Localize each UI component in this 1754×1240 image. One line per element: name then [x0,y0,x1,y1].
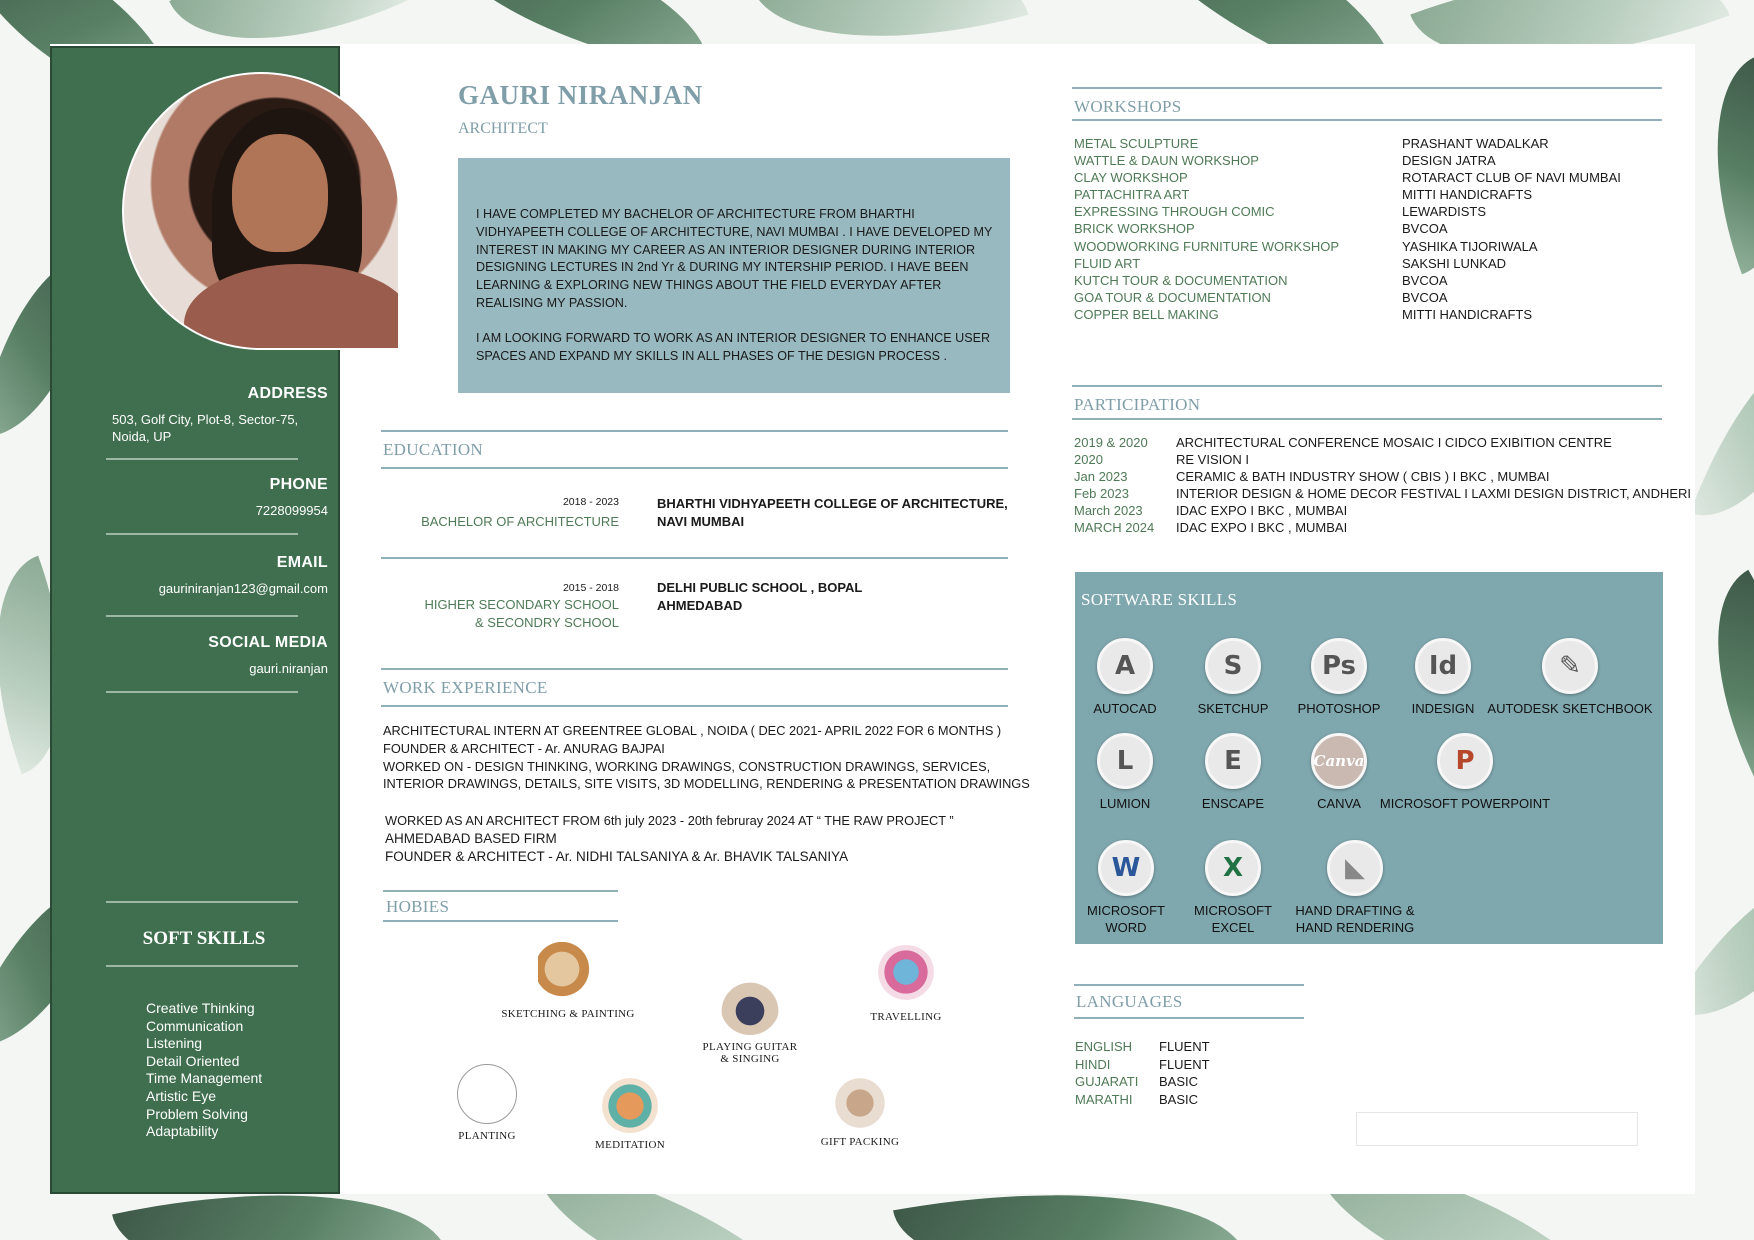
divider [106,615,298,617]
divider [383,920,618,922]
hobbies-title: HOBIES [386,897,450,916]
participation-table [1074,434,1691,537]
signature-box [1356,1112,1638,1146]
divider [106,965,298,967]
divider [381,668,1008,670]
social-value[interactable]: gauri.niranjan [249,661,328,676]
table-row: HINDI FLUENT [1075,1056,1210,1072]
soft-skills-list [146,1000,262,1141]
languages-table [1075,1038,1210,1108]
address-value: 503, Golf City, Plot-8, Sector-75, Noida, UP [112,412,299,444]
soft-skills-title: SOFT SKILLS [142,928,266,949]
about-paragraph: I AM LOOKING FORWARD TO WORK AS AN INTERIOR DESIGNER TO ENHANCE USER SPACES AND EXPAND MY SKILLS IN ALL PHASES OF THE DESIGN PROCESS . [476,330,991,363]
education-school: BHARTHI VIDHYAPEETH COLLEGE OF ARCHITECTURE, NAVI MUMBAI [657,496,1008,529]
table-row: Jan 2023 CERAMIC & BATH INDUSTRY SHOW ( CBIS ) I BKC , MUMBAI [1074,469,1550,485]
table-row: PATTACHITRA ART MITTI HANDICRAFTS [1074,187,1532,203]
work-entry: ARCHITECTURAL INTERN AT GREENTREE GLOBAL , NOIDA ( DEC 2021- APRIL 2022 FOR 6 MONTHS ) FOUNDER & ARCHITECT - Ar. ANURAG BAJPAI WORKED ON - DESIGN THINKING, WORKING DRAWINGS, CONSTRUCTION DRAWINGS, SERVICES, INTERIOR DRAWINGS, DETAILS, SITE VISITS, 3D MODELLING, RENDERING & PRESENTATION DRAWINGS [383,723,1030,792]
divider [106,691,298,693]
list-item: Creative Thinking [146,1000,255,1016]
phone-value[interactable]: 7228099954 [255,503,328,518]
divider [383,890,618,892]
gift-icon [830,1070,890,1130]
skill-item: S SKETCHUP [1188,638,1278,717]
phone-block [68,476,328,519]
table-row: CLAY WORKSHOP ROTARACT CLUB OF NAVI MUMBAI [1074,170,1621,186]
divider [1072,119,1662,121]
education-degree: BACHELOR OF ARCHITECTURE [421,514,619,529]
divider [1074,984,1304,986]
job-title: ARCHITECT [458,120,548,137]
workshops-table [1074,135,1621,323]
table-row: WOODWORKING FURNITURE WORKSHOP YASHIKA TIJORIWALA [1074,238,1538,254]
page-title: GAURI NIRANJAN [458,80,703,110]
canva-icon: Canva [1311,733,1367,789]
email-block [68,554,328,597]
table-row: EXPRESSING THROUGH COMIC LEWARDISTS [1074,204,1487,220]
table-row: GOA TOUR & DOCUMENTATION BVCOA [1074,289,1448,305]
powerpoint-icon: P [1437,733,1493,789]
software-skills-panel [1075,572,1663,944]
list-item: Communication [146,1017,244,1034]
list-item: Detail Oriented [146,1052,240,1069]
drafting-icon: ◣ [1327,840,1383,896]
skill-item: P MICROSOFT POWERPOINT [1375,733,1555,812]
education-school: DELHI PUBLIC SCHOOL , BOPAL AHMEDABAD [657,580,863,613]
excel-icon: X [1205,840,1261,896]
education-title: EDUCATION [383,440,483,459]
hobby-item: MEDITATION [580,1073,680,1151]
skill-item: ◣ HAND DRAFTING & HAND RENDERING [1275,840,1435,936]
languages-title: LANGUAGES [1076,992,1183,1011]
about-paragraph: I HAVE COMPLETED MY BACHELOR OF ARCHITECTURE FROM BHARTHI VIDHYAPEETH COLLEGE OF ARCHITECTURE, NAVI MUMBAI . I HAVE DEVELOPED MY INTEREST IN MAKING MY CAREER AS AN INTERIOR DESIGNER DURING INTERIOR DESIGNING LECTURES IN 2nd Yr & DURING MY INTERSHIP PERIOD. I HAVE BEEN LEARNING & EXPLORING NEW THINGS ABOUT THE FIELD EVERYDAY AFTER REALISING MY PASSION. [476,207,993,310]
table-row: BRICK WORKSHOP BVCOA [1074,221,1448,237]
phone-heading: PHONE [269,476,328,493]
photoshop-icon: Ps [1311,638,1367,694]
sketchbook-icon: ✎ [1542,638,1598,694]
table-row: GUJARATI BASIC [1075,1074,1199,1090]
education-degree: HIGHER SECONDARY SCHOOL & SECONDRY SCHOOL [424,597,619,630]
divider [381,705,1008,707]
table-row: MARATHI BASIC [1075,1091,1199,1107]
skill-item: E ENSCAPE [1188,733,1278,812]
globe-icon [876,945,936,1005]
work-entry: WORKED AS AN ARCHITECT FROM 6th july 2023 - 20th februray 2024 AT “ THE RAW PROJECT ” AHMEDABAD BASED FIRM FOUNDER & ARCHITECT - Ar. NIDHI TALSANIYA & Ar. BHAVIK TALSANIYA [385,813,954,864]
list-item: Artistic Eye [146,1087,217,1104]
hobby-item: TRAVELLING [856,945,956,1023]
participation-title: PARTICIPATION [1074,395,1201,414]
divider [1072,418,1662,420]
about-box [458,158,1010,393]
indesign-icon: Id [1415,638,1471,694]
table-row: ENGLISH FLUENT [1075,1039,1210,1054]
skill-item: X MICROSOFT EXCEL [1188,840,1278,936]
divider [381,430,1008,432]
table-row: COPPER BELL MAKING MITTI HANDICRAFTS [1074,306,1532,322]
table-row: Feb 2023 INTERIOR DESIGN & HOME DECOR FESTIVAL I LAXMI DESIGN DISTRICT, ANDHERI [1074,486,1692,502]
skill-item: A AUTOCAD [1085,638,1165,717]
education-years: 2018 - 2023 [562,496,619,508]
enscape-icon: E [1205,733,1261,789]
table-row: METAL SCULPTURE PRASHANT WADALKAR [1074,136,1549,151]
software-skills-title: SOFTWARE SKILLS [1081,590,1238,609]
hobby-item: GIFT PACKING [810,1070,910,1148]
divider [1072,385,1662,387]
table-row: 2020 RE VISION I [1074,452,1249,468]
divider [106,458,298,460]
email-value[interactable]: gauriniranjan123@gmail.com [158,581,328,596]
skill-item: Canva CANVA [1289,733,1389,812]
email-heading: EMAIL [276,554,328,571]
workshops-title: WORKSHOPS [1074,97,1182,116]
address-heading: ADDRESS [247,385,328,402]
divider [106,533,298,535]
profile-photo [122,72,400,350]
table-row: FLUID ART SAKSHI LUNKAD [1074,255,1507,271]
autocad-icon: A [1097,638,1153,694]
list-item: Problem Solving [146,1105,248,1122]
skill-item: ✎ AUTODESK SKETCHBOOK [1485,638,1655,717]
divider [381,467,1008,469]
table-row: KUTCH TOUR & DOCUMENTATION BVCOA [1074,272,1448,288]
skill-item: Id INDESIGN [1395,638,1491,717]
divider [381,557,1008,559]
guitar-icon [720,975,780,1035]
word-icon: W [1098,840,1154,896]
social-block [68,634,328,677]
lumion-icon: L [1097,733,1153,789]
education-years: 2015 - 2018 [562,582,619,594]
hobby-item: SKETCHING & PAINTING [488,942,648,1020]
divider [106,901,298,903]
meditation-icon [600,1073,660,1133]
table-row: March 2023 IDAC EXPO I BKC , MUMBAI [1074,503,1348,519]
sketchup-icon: S [1205,638,1261,694]
address-block [68,385,328,445]
divider [1074,1017,1304,1019]
list-item: Adaptability [146,1123,219,1140]
list-item: Listening [146,1035,203,1052]
divider [1072,87,1662,89]
skill-item: W MICROSOFT WORD [1083,840,1169,936]
work-title: WORK EXPERIENCE [383,678,548,697]
skill-item: Ps PHOTOSHOP [1289,638,1389,717]
hobby-item: PLAYING GUITAR & SINGING [690,975,810,1065]
table-row: 2019 & 2020 ARCHITECTURAL CONFERENCE MOSAIC I CIDCO EXIBITION CENTRE [1074,435,1612,450]
easel-icon [538,942,598,1002]
social-heading: SOCIAL MEDIA [208,634,328,651]
skill-item: L LUMION [1085,733,1165,812]
table-row: MARCH 2024 IDAC EXPO I BKC , MUMBAI [1074,520,1348,536]
plant-icon [457,1064,517,1124]
list-item: Time Management [146,1070,263,1087]
table-row: WATTLE & DAUN WORKSHOP DESIGN JATRA [1074,153,1496,169]
hobby-item: PLANTING [447,1064,527,1142]
